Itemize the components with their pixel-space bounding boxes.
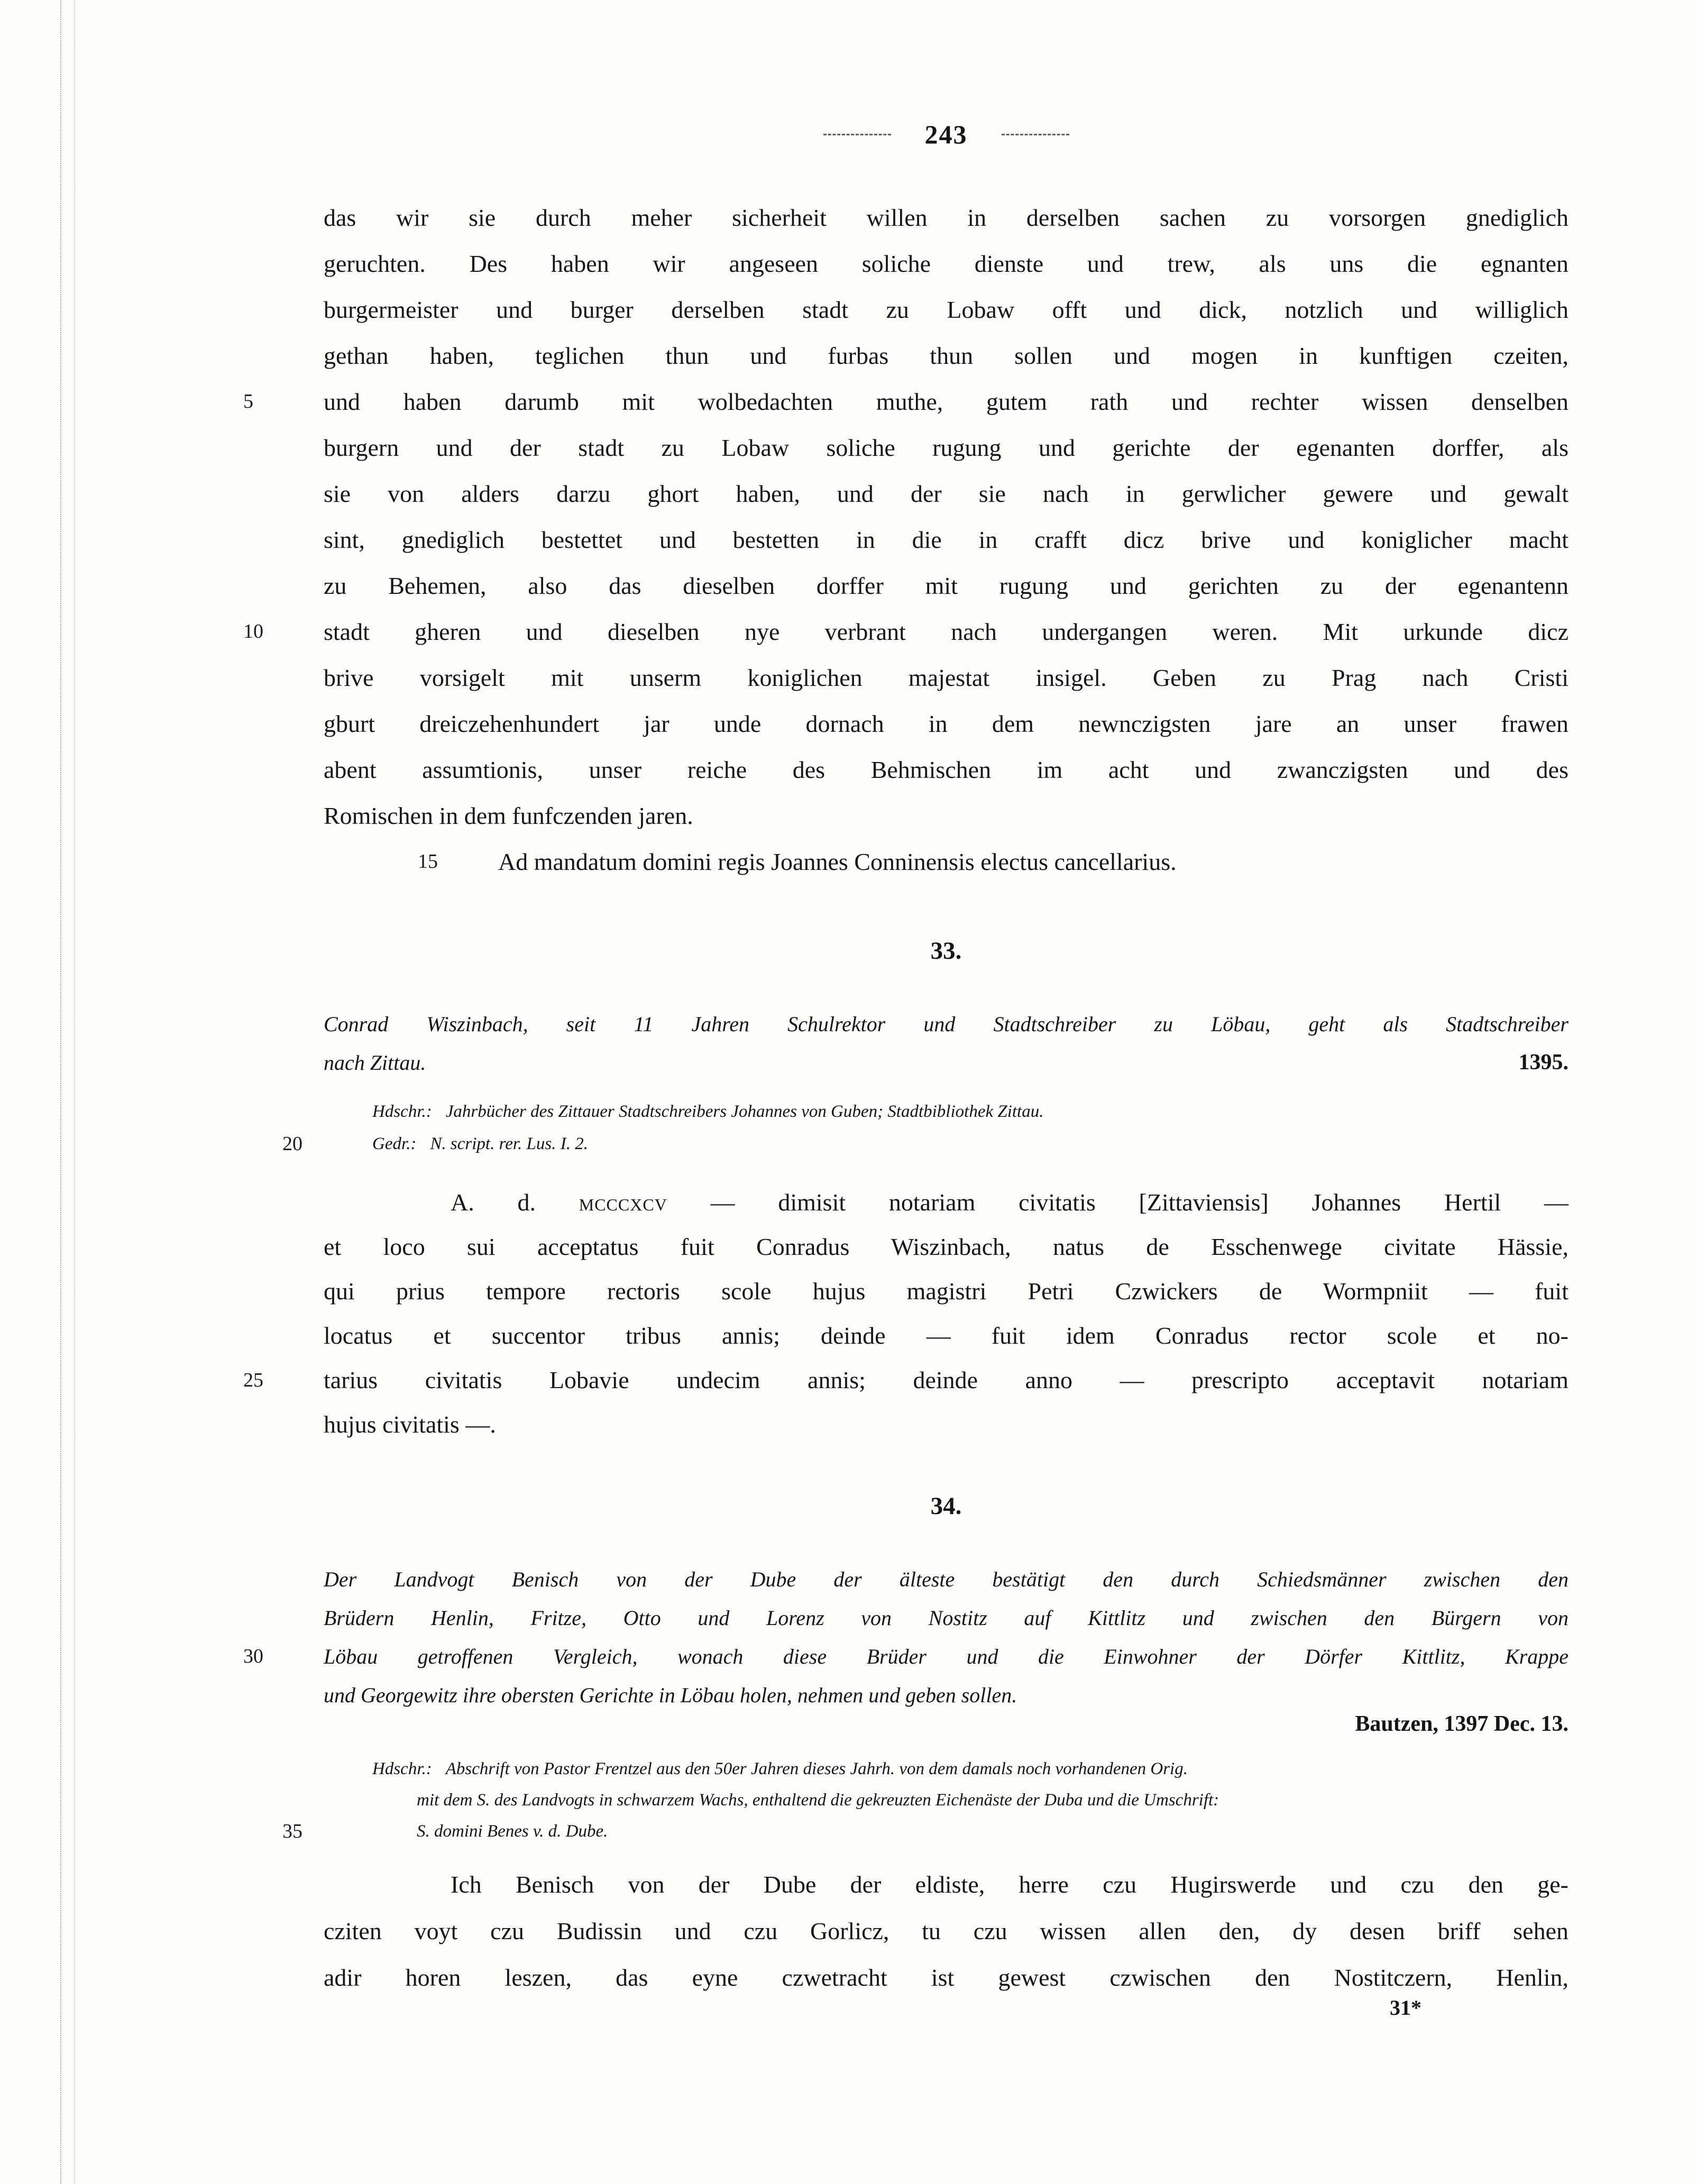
text-line: gburt dreiczehenhundert jar unde dornach in dem newnczigsten jare an unser frawen xyxy=(324,710,1568,737)
roman-numeral-year: mcccxcv xyxy=(579,1189,667,1216)
text-line: et loco sui acceptatus fuit Conradus Wiszinbach, natus de Esschenwege civitate Hässie, xyxy=(324,1233,1568,1260)
source-line: mit dem S. des Landvogts in schwarzem Wachs, enthaltend die gekreuzten Eichenäste der Duba und die Umschrift: xyxy=(417,1791,1219,1810)
regest-line: Brüdern Henlin, Fritze, Otto und Lorenz von Nostitz auf Kittlitz und zwischen den Bürgern von xyxy=(324,1606,1568,1630)
regest-line-content: Löbau getroffenen Vergleich, wonach diese Brüder und die Einwohner der Dörfer Kittlitz, Krappe xyxy=(324,1645,1568,1668)
source-text: N. script. rer. Lus. I. 2. xyxy=(430,1134,588,1153)
charter-34-text xyxy=(324,1861,1568,2001)
text-line: hujus civitatis —. xyxy=(324,1411,496,1438)
text-line-content: A. d. xyxy=(451,1189,536,1216)
text-line: sie von alders darzu ghort haben, und der sie nach in gerwlicher gewere und gewalt xyxy=(324,480,1568,507)
text-line: Romischen in dem funfczenden jaren. xyxy=(324,802,693,829)
text-line: geruchten. Des haben wir angeseen soliche dienste und trew, als uns die egnanten xyxy=(324,250,1568,277)
source-label: Hdschr.: xyxy=(372,1759,432,1778)
text-line-content: stadt gheren und dieselben nye verbrant nach undergangen weren. Mit urkunde dicz xyxy=(324,618,1568,645)
charter-33-sources xyxy=(282,1096,1568,1160)
charter-34-heading: 34. xyxy=(930,1492,962,1520)
source-text: S. domini Benes v. d. Dube. xyxy=(417,1822,608,1841)
source-line-hdschr xyxy=(324,1096,1568,1128)
source-text: Jahrbücher des Zittauer Stadtschreibers Johannes von Guben; Stadtbibliothek Zittau. xyxy=(445,1102,1044,1121)
text-line: brive vorsigelt mit unserm koniglichen majestat insigel. Geben zu Prag nach Cristi xyxy=(324,664,1568,691)
header-dash-left xyxy=(823,134,891,135)
text-line xyxy=(243,609,1568,655)
margin-line-number: 10 xyxy=(243,620,263,643)
source-label: Gedr.: xyxy=(372,1134,417,1153)
text-line: cziten voyt czu Budissin und czu Gorlicz, tu czu wissen allen den, dy desen briff sehen xyxy=(324,1917,1568,1944)
margin-line-number: 25 xyxy=(243,1369,263,1391)
text-line: burgermeister und burger derselben stadt zu Lobaw offt und dick, notzlich und williglich xyxy=(324,296,1568,323)
margin-line-number: 30 xyxy=(243,1645,263,1667)
signature-mark: 31* xyxy=(1390,1996,1421,2020)
charter-34-sources xyxy=(282,1754,1568,1847)
text-line: sint, gnediglich bestettet und bestetten in die in crafft dicz brive und koniglicher macht xyxy=(324,526,1568,553)
text-column xyxy=(243,0,1569,2184)
text-line: Ich Benisch von der Dube der eldiste, herre czu Hugirswerde und czu den ge- xyxy=(451,1871,1568,1898)
charter-34-date: Bautzen, 1397 Dec. 13. xyxy=(1355,1712,1568,1736)
page-header xyxy=(324,118,1568,150)
source-line-gedr xyxy=(282,1128,1568,1160)
text-line: burgern und der stadt zu Lobaw soliche rugung und gerichte der egenanten dorffer, als xyxy=(324,434,1568,461)
source-text: Abschrift von Pastor Frentzel aus den 50er Jahren dieses Jahrh. von dem damals noch vorhandenen Orig. xyxy=(445,1759,1188,1778)
margin-line-number: 5 xyxy=(243,390,253,412)
regest-line-content: nach Zittau. xyxy=(324,1051,426,1075)
text-line-content: Ad mandatum domini regis Joannes Conninensis electus cancellarius. xyxy=(498,848,1177,875)
regest-line: Der Landvogt Benisch von der Dube der älteste bestätigt den durch Schiedsmänner zwischen den xyxy=(324,1567,1568,1591)
source-label: Hdschr.: xyxy=(372,1102,432,1121)
regest-line xyxy=(243,1637,1568,1676)
charter-34-regest xyxy=(243,1560,1568,1714)
charter-33-text xyxy=(243,1180,1569,1447)
text-line-content: tarius civitatis Lobavie undecim annis; deinde anno — prescripto acceptavit notariam xyxy=(324,1366,1568,1393)
text-line-content: und haben darumb mit wolbedachten muthe, gutem rath und rechter wissen denselben xyxy=(324,388,1568,415)
text-line: abent assumtionis, unser reiche des Behmischen im acht und zwanczigsten und des xyxy=(324,756,1568,783)
text-line: zu Behemen, also das dieselben dorffer mit rugung und gerichten zu der egenantenn xyxy=(324,572,1568,599)
margin-line-number: 35 xyxy=(282,1820,302,1842)
charter-33-heading: 33. xyxy=(930,937,962,965)
page-number: 243 xyxy=(924,120,968,149)
regest-line xyxy=(324,1043,1568,1082)
charter-text-continuation xyxy=(243,195,1568,885)
text-line xyxy=(324,1180,1568,1225)
source-line-hdschr xyxy=(324,1754,1568,1785)
text-line: gethan haben, teglichen thun und furbas thun sollen und mogen in kunftigen czeiten, xyxy=(324,342,1568,369)
margin-line-number: 20 xyxy=(282,1133,302,1155)
charter-33-regest xyxy=(324,1005,1568,1082)
chancery-subscription-line xyxy=(324,839,1568,885)
charter-33-date: 1395. xyxy=(1518,1050,1568,1075)
text-line: locatus et succentor tribus annis; deinde — fuit idem Conradus rector scole et no- xyxy=(324,1322,1568,1349)
regest-line: Conrad Wiszinbach, seit 11 Jahren Schulrektor und Stadtschreiber zu Löbau, geht als Stadtschreiber xyxy=(324,1012,1568,1036)
text-line: das wir sie durch meher sicherheit willen in derselben sachen zu vorsorgen gnediglich xyxy=(324,204,1568,231)
text-line: qui prius tempore rectoris scole hujus magistri Petri Czwickers de Wormpniit — fuit xyxy=(324,1278,1568,1305)
text-line-content: — dimisit notariam civitatis [Zittaviensis] Johannes Hertil — xyxy=(710,1189,1569,1216)
header-dash-right xyxy=(1002,134,1069,135)
margin-line-number: 15 xyxy=(418,850,438,873)
source-line-seal-legend xyxy=(282,1816,1568,1847)
text-line xyxy=(243,1358,1568,1402)
regest-line: und Georgewitz ihre obersten Gerichte in Löbau holen, nehmen und geben sollen. xyxy=(324,1683,1017,1707)
scan-artifact-line xyxy=(60,0,61,2184)
text-line xyxy=(243,379,1568,425)
text-line: adir horen leszen, das eyne czwetracht ist gewest czwischen den Nostitczern, Henlin, xyxy=(324,1964,1568,1991)
scan-artifact-line xyxy=(74,0,75,2184)
